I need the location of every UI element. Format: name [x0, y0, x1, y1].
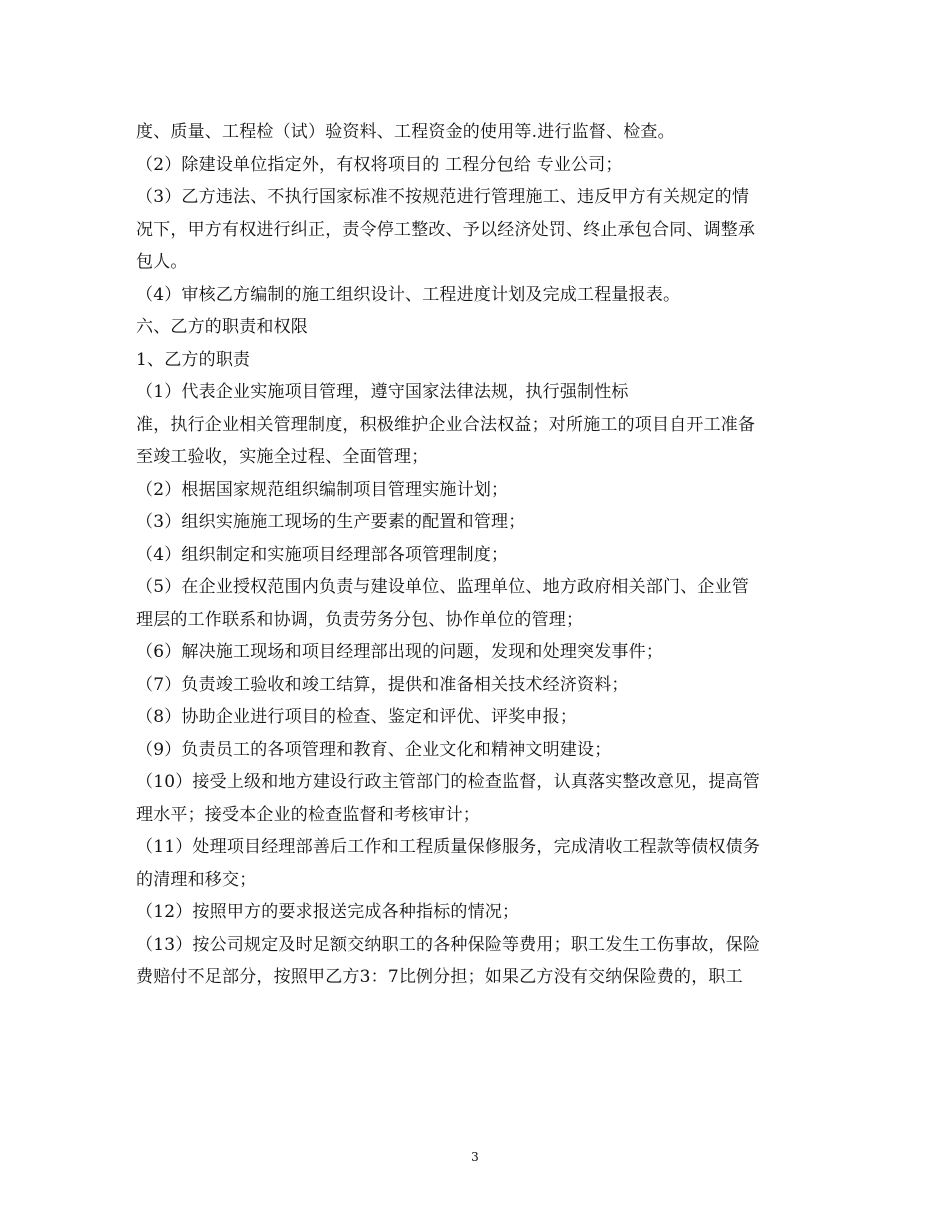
text-line-6: （4）审核乙方编制的施工组织设计、工程进度计划及完成工程量报表。: [136, 284, 681, 305]
text-line-26: （13）按公司规定及时足额交纳职工的各种保险等费用；职工发生工伤事故，保险: [136, 934, 761, 955]
text-line-24: 的清理和移交；: [136, 869, 257, 890]
text-line-10: 准，执行企业相关管理制度，积极维护企业合法权益；对所施工的项目自开工准备: [136, 414, 756, 435]
text-line-22: 理水平；接受本企业的检查监督和考核审计；: [136, 804, 480, 825]
text-line-1: 度、质量、工程检（试）验资料、工程资金的使用等.进行监督、检查。: [136, 122, 675, 142]
text-line-4: 况下，甲方有权进行纠正，责令停工整改、予以经济处罚、终止承包合同、调整承: [136, 219, 756, 240]
text-line-16: 理层的工作联系和协调，负责劳务分包、协作单位的管理；: [136, 609, 584, 630]
text-line-14: （4）组织制定和实施项目经理部各项管理制度；: [136, 544, 509, 565]
subsection-heading-1: 1、乙方的职责: [136, 349, 251, 370]
text-line-17: （6）解决施工现场和项目经理部出现的问题，发现和处理突发事件；: [136, 642, 664, 662]
text-line-9: （1）代表企业实施项目管理，遵守国家法律法规，执行强制性标: [136, 382, 629, 402]
body-text: [136, 116, 816, 994]
text-line-2: （2）除建设单位指定外，有权将项目的 工程分包给 专业公司；: [136, 154, 623, 175]
text-line-20: （9）负责员工的各项管理和教育、企业文化和精神文明建设；: [136, 739, 612, 760]
text-line-5: 包人。: [136, 252, 188, 272]
text-line-12: （2）根据国家规范组织编制项目管理实施计划；: [136, 479, 509, 500]
text-line-13: （3）组织实施施工现场的生产要素的配置和管理；: [136, 512, 526, 532]
text-line-15: （5）在企业授权范围内负责与建设单位、监理单位、地方政府相关部门、企业管: [136, 577, 750, 597]
text-line-27: 费赔付不足部分，按照甲乙方3：7比例分担；如果乙方没有交纳保险费的，职工: [136, 967, 743, 987]
text-line-3: （3）乙方违法、不执行国家标准不按规范进行管理施工、违反甲方有关规定的情: [136, 187, 750, 207]
section-heading-6: 六、乙方的职责和权限: [136, 317, 308, 337]
text-line-21: （10）接受上级和地方建设行政主管部门的检查监督，认真落实整改意见，提高管: [136, 772, 761, 792]
text-line-19: （8）协助企业进行项目的检查、鉴定和评优、评奖申报；: [136, 707, 578, 727]
text-line-18: （7）负责竣工验收和竣工结算，提供和准备相关技术经济资料；: [136, 674, 629, 695]
text-line-23: （11）处理项目经理部善后工作和工程质量保修服务，完成清收工程款等债权债务: [136, 837, 761, 857]
text-line-11: 至竣工验收，实施全过程、全面管理；: [136, 447, 429, 467]
text-line-25: （12）按照甲方的要求报送完成各种指标的情况；: [136, 902, 520, 922]
page-number: 3: [471, 1150, 479, 1164]
